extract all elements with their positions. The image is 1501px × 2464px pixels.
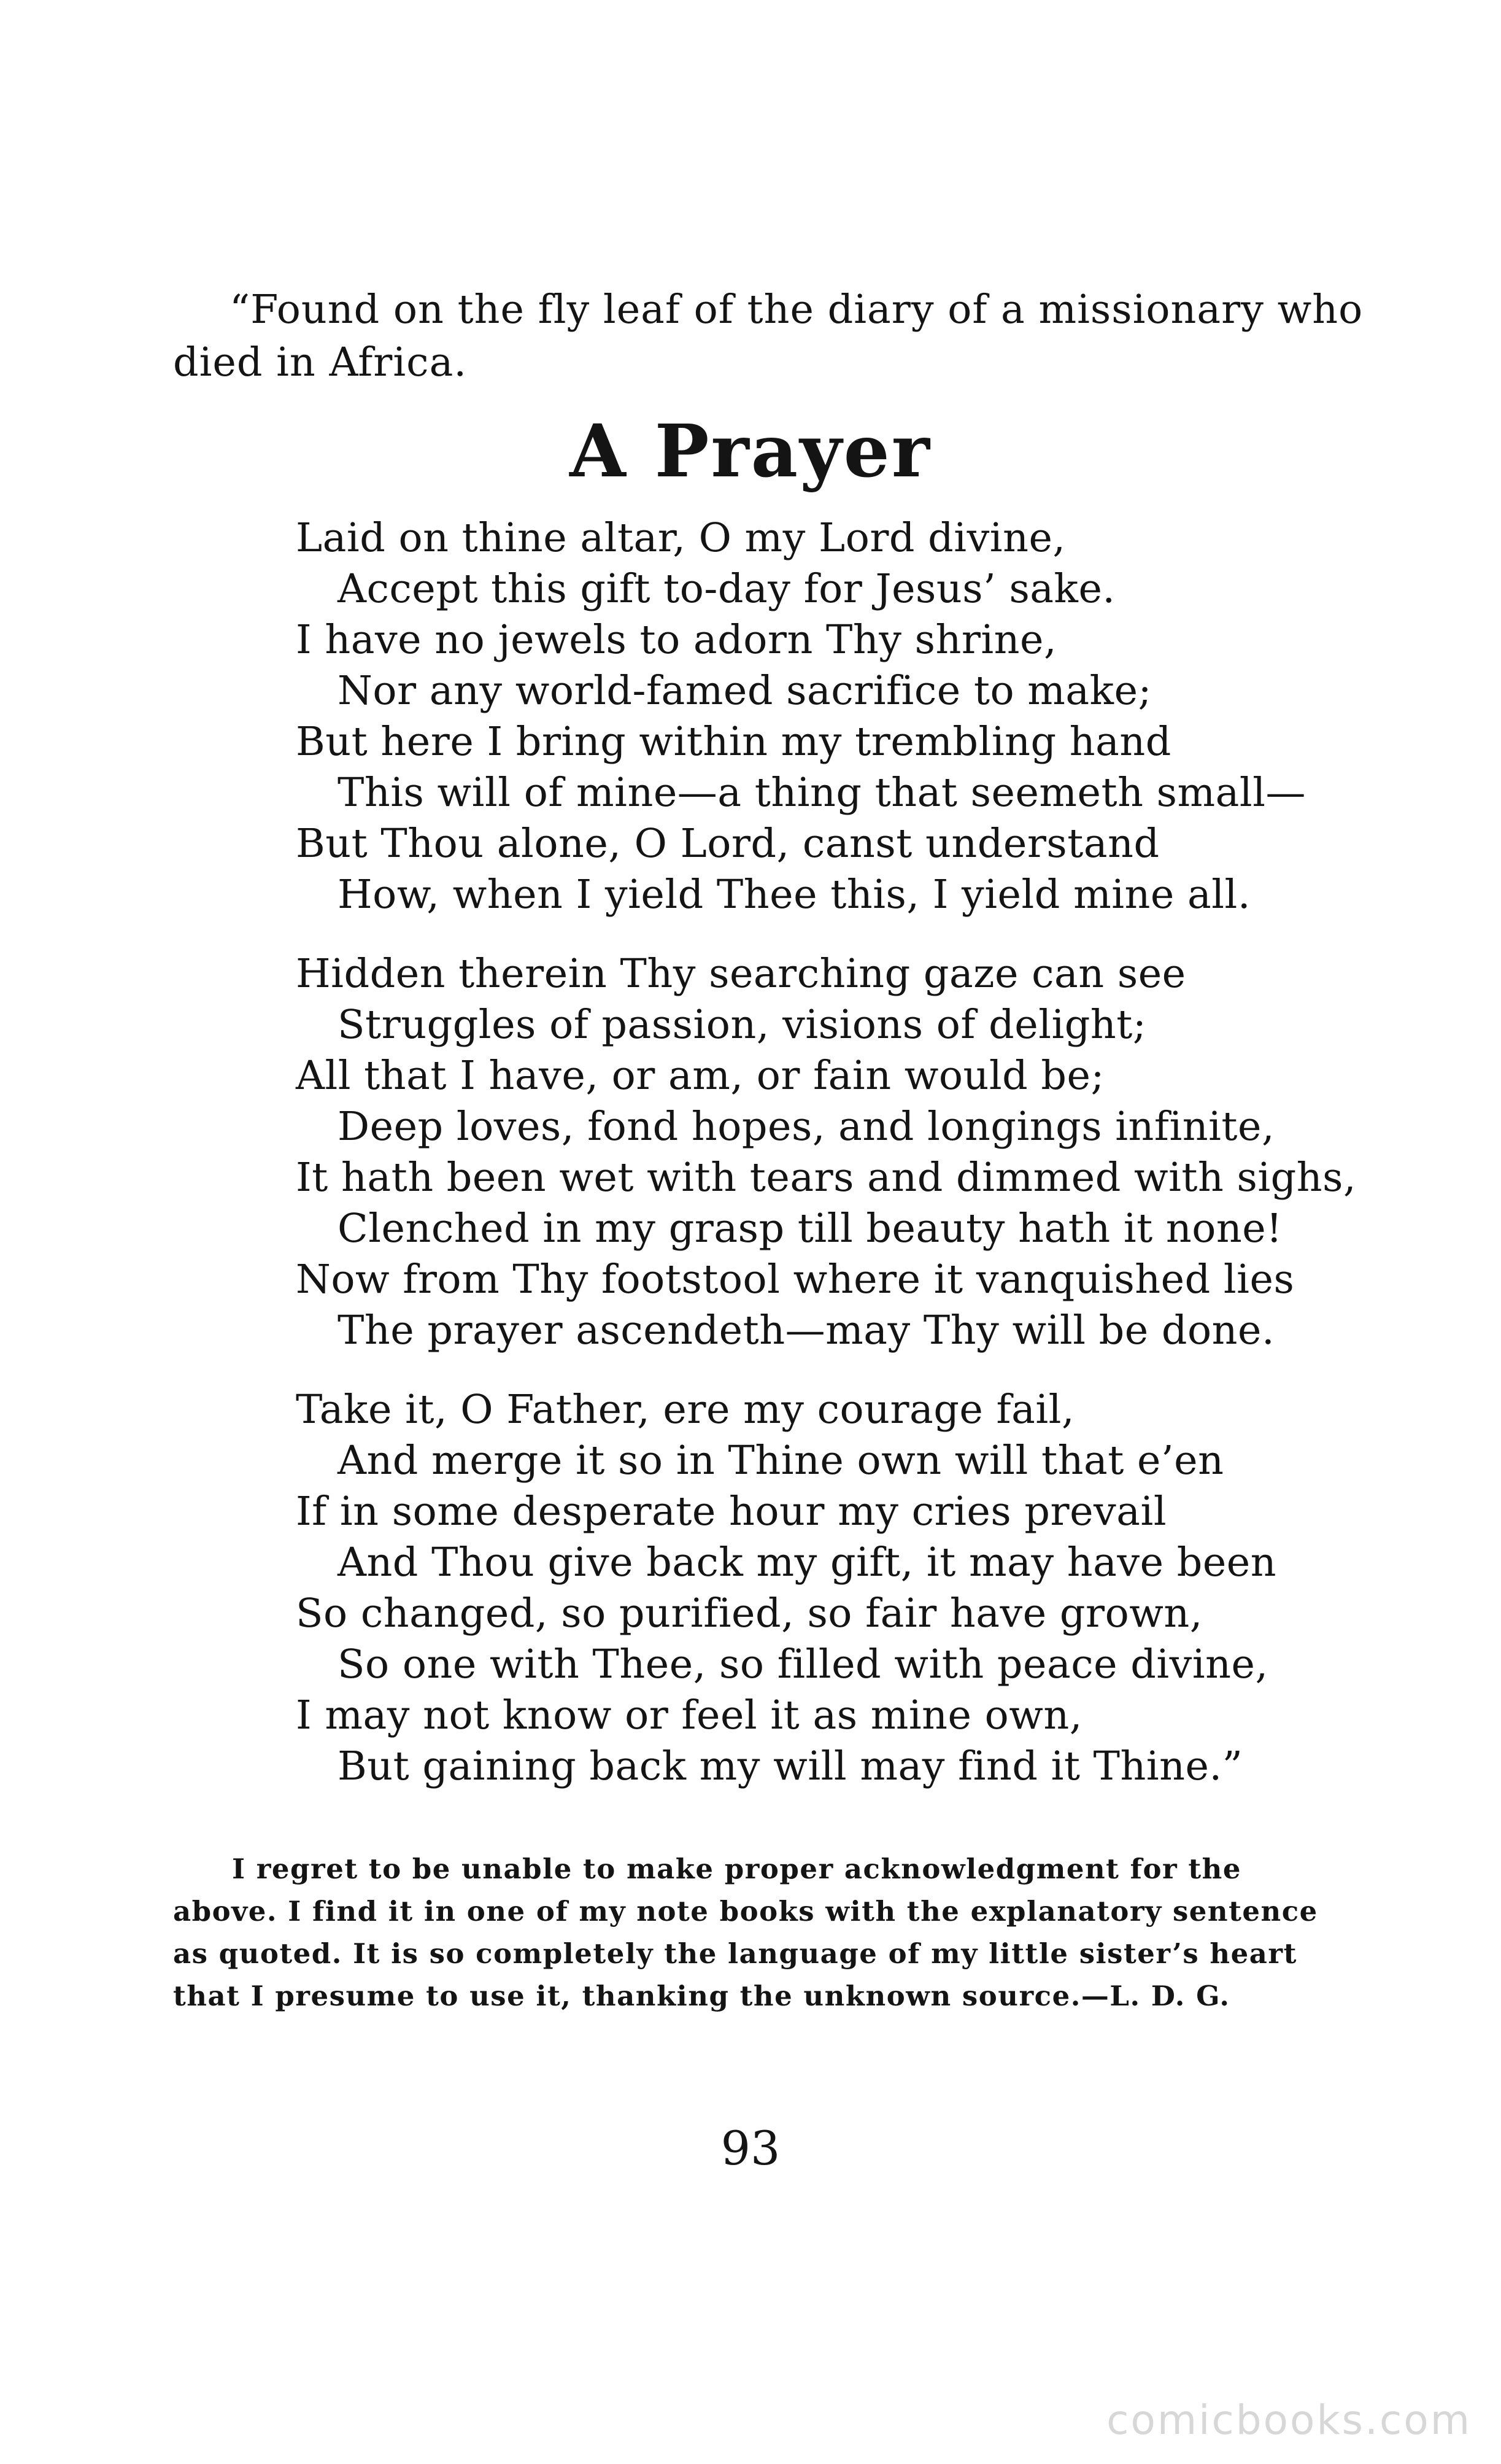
poem-line: But here I bring within my trembling hand (296, 719, 1171, 765)
poem-line: I may not know or feel it as mine own, (296, 1692, 1082, 1738)
note-line: that I presume to use it, thanking the unknown source.—L. D. G. (173, 1980, 1230, 2012)
poem-line: All that I have, or am, or fain would be; (296, 1053, 1105, 1099)
note-line: above. I find it in one of my note books with the explanatory sentence (173, 1895, 1318, 1927)
poem-line: But Thou alone, O Lord, canst understand (296, 821, 1160, 867)
poem-line: Laid on thine altar, O my Lord divine, (296, 515, 1066, 561)
stanza-2 (296, 948, 1400, 1356)
poem-line: And Thou give back my gift, it may have been (338, 1540, 1277, 1586)
poem (296, 513, 1400, 1792)
poem-line: Clenched in my grasp till beauty hath it none! (338, 1206, 1283, 1252)
poem-line: Nor any world-famed sacrifice to make; (338, 668, 1152, 714)
poem-line: Take it, O Father, ere my courage fail, (296, 1387, 1075, 1433)
poem-line: Hidden therein Thy searching gaze can see (296, 951, 1186, 997)
poem-line: So one with Thee, so filled with peace divine, (338, 1641, 1268, 1687)
watermark: comicbooks.com (1106, 2396, 1472, 2444)
note-line: I regret to be unable to make proper acknowledgment for the (232, 1853, 1242, 1885)
note-line: as quoted. It is so completely the language of my little sister’s heart (173, 1937, 1297, 1970)
poem-line: This will of mine—a thing that seemeth small— (338, 770, 1306, 816)
poem-title: A Prayer (569, 408, 932, 494)
stanza-3 (296, 1384, 1400, 1792)
intro-paragraph (173, 284, 1364, 389)
poem-line: And merge it so in Thine own will that e’en (338, 1438, 1224, 1484)
poem-line: Struggles of passion, visions of delight; (338, 1002, 1147, 1048)
stanza-1 (296, 513, 1400, 920)
poem-line: So changed, so purified, so fair have grown, (296, 1590, 1203, 1637)
acknowledgment-note (173, 1848, 1339, 2017)
intro-line: died in Africa. (173, 339, 467, 385)
intro-line: “Found on the fly leaf of the diary of a missionary who (230, 287, 1364, 333)
poem-line: It hath been wet with tears and dimmed with sighs, (296, 1155, 1357, 1201)
poem-line: The prayer ascendeth—may Thy will be done. (338, 1308, 1275, 1354)
poem-line: If in some desperate hour my cries prevail (296, 1489, 1167, 1535)
poem-line: But gaining back my will may find it Thine.” (338, 1743, 1243, 1789)
poem-line: How, when I yield Thee this, I yield mine all. (338, 872, 1251, 918)
poem-line: Deep loves, fond hopes, and longings infinite, (338, 1104, 1275, 1150)
poem-line: Now from Thy footstool where it vanquished lies (296, 1257, 1295, 1303)
poem-line: Accept this gift to-day for Jesus’ sake. (338, 566, 1116, 612)
poem-line: I have no jewels to adorn Thy shrine, (296, 617, 1057, 663)
page-number: 93 (720, 2121, 781, 2175)
